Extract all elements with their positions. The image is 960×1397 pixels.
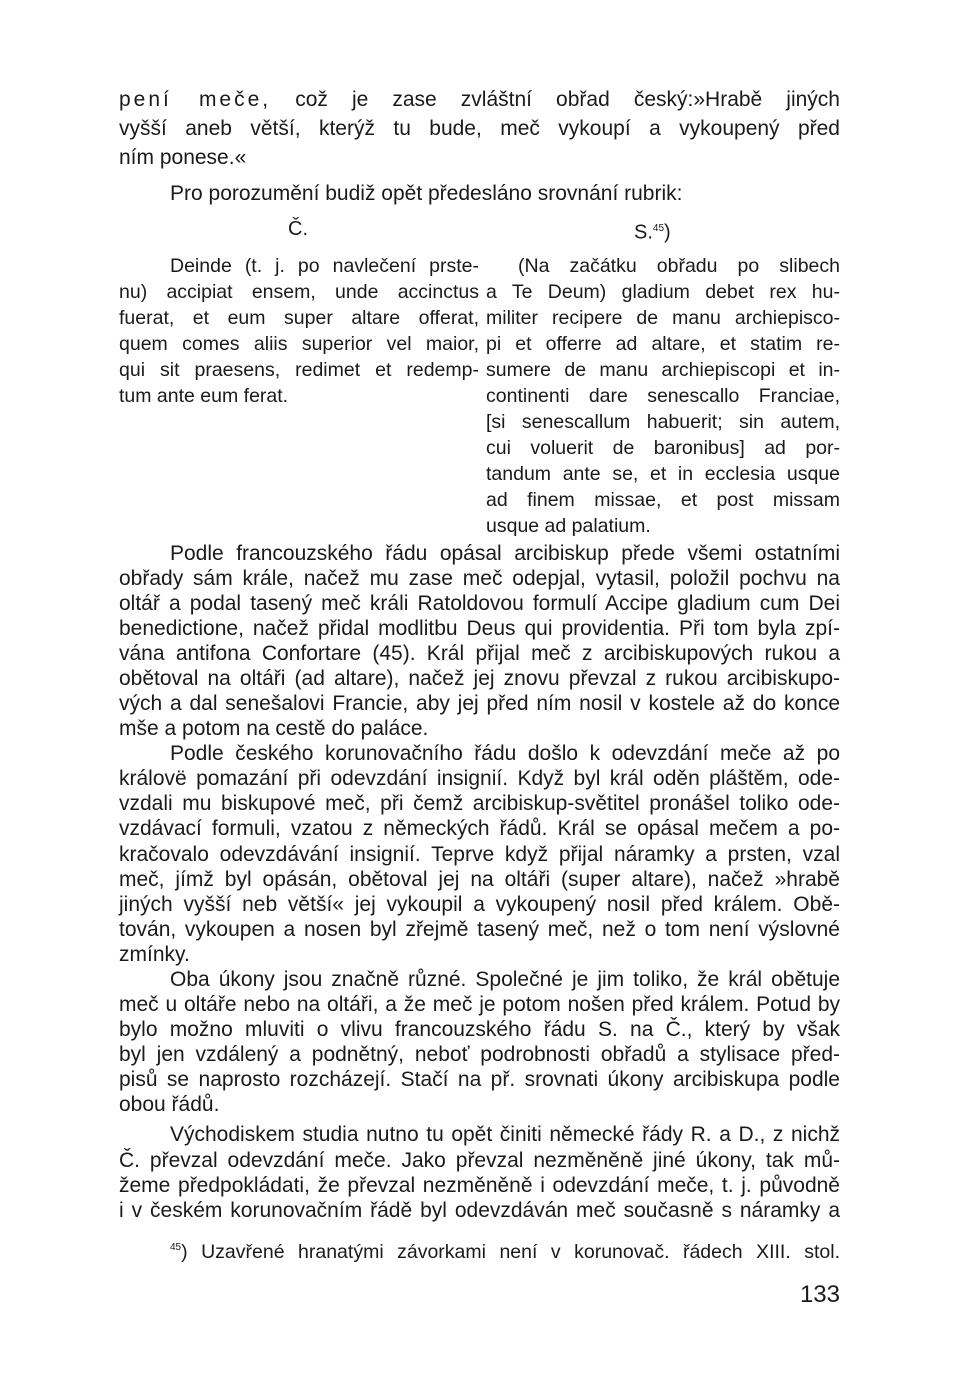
body-line: Podle francouzského řádu opásal arcibiskup přede všemi ostatními bbox=[170, 542, 840, 565]
body-line: pisů se naprosto rozcházejí. Stačí na př. srovnati úkony arcibiskupa podle bbox=[119, 1068, 840, 1091]
body-line: vána antifona Confortare (45). Král přijal meč z arcibiskupových rukou a bbox=[119, 642, 840, 665]
footnote bbox=[170, 1235, 840, 1265]
right-column-line: tandum ante se, et in ecclesia usque bbox=[486, 463, 840, 485]
body-line: kračovalo odevzdávání insignií. Teprve když přijal náramky a prsten, vzal bbox=[119, 843, 840, 866]
body-line: královë pomazání při odevzdání insignií. Když byl král oděn pláštěm, ode- bbox=[119, 767, 840, 790]
body-line: mše a potom na cestě do paláce. bbox=[119, 717, 429, 740]
body-line: Podle českého korunovačního řádu došlo k odevzdání meče až po bbox=[170, 742, 840, 765]
right-column-line: pi et offerre ad altare, et statim re- bbox=[486, 333, 840, 355]
column-heading-left: Č. bbox=[288, 218, 308, 240]
left-column-line: quem comes aliis superior vel maior, bbox=[119, 333, 479, 355]
column-heading-right: S.$^{45}$) bbox=[634, 221, 671, 244]
body-line: meč u oltáře nebo na oltáři, a že meč je potom nošen před králem. Potud by bbox=[119, 993, 840, 1016]
body-line: tován, vykoupen a nosen byl zřejmě tasený meč, než o tom není výslovné bbox=[119, 918, 840, 941]
body-line: meč, jímž byl opásán, obětoval jej na oltáři (super altare), načež »hrabě bbox=[119, 868, 840, 891]
intro-line-1: pení meče, což je zase zvláštní obřad český:»Hrabě jiných bbox=[119, 88, 840, 111]
body-line: byl jen vzdálený a podnětný, neboť podrobnosti obřadů a stylisace před- bbox=[119, 1043, 840, 1066]
body-line: i v českém korunovačním řádě byl odevzdáván meč současně s náramky a bbox=[119, 1199, 840, 1222]
right-column-line: cui voluerit de baronibus] ad por- bbox=[486, 437, 840, 459]
page-number: 133 bbox=[799, 1281, 840, 1308]
body-line: Východiskem studia nutno tu opět činiti německé řády R. a D., z nichž bbox=[170, 1123, 840, 1146]
right-column-line: ad finem missae, et post missam bbox=[486, 489, 840, 511]
intro-line-4: Pro porozumění budiž opět předesláno srovnání rubrik: bbox=[170, 182, 683, 205]
body-line: jiných vyšší neb větší« jej vykoupil a vykoupený nosil před králem. Obě- bbox=[119, 893, 840, 916]
right-column-line: usque ad palatium. bbox=[486, 515, 651, 537]
body-line: zmínky. bbox=[119, 943, 190, 966]
left-column-line: fuerat, et eum super altare offerat, bbox=[119, 307, 479, 329]
right-column-line: continenti dare senescallo Franciae, bbox=[486, 385, 840, 407]
right-column-line: [si senescallum habuerit; sin autem, bbox=[486, 411, 840, 433]
body-line: benedictione, načež přidal modlitbu Deus qui providentia. Při tom byla zpí- bbox=[119, 617, 840, 640]
body-line: vzdávací formuli, vzatou z německých řádů. Král se opásal mečem a po- bbox=[119, 817, 840, 840]
body-line: Č. převzal odevzdání meče. Jako převzal nezměněně jiné úkony, tak mů- bbox=[119, 1149, 840, 1172]
intro-line-3: ním ponese.« bbox=[119, 146, 247, 169]
body-line: Oba úkony jsou značně různé. Společné je jim toliko, že král obětuje bbox=[170, 968, 840, 991]
left-column-line: Deinde (t. j. po navlečení prste- bbox=[170, 255, 479, 277]
right-column-line: militer recipere de manu archiepisco- bbox=[486, 307, 840, 329]
right-column-line: a Te Deum) gladium debet rex hu- bbox=[486, 281, 840, 303]
body-line: obětoval na oltáři (ad altare), načež jej znovu převzal z rukou arcibiskupo- bbox=[119, 667, 840, 690]
left-column-line: tum ante eum ferat. bbox=[119, 385, 289, 407]
left-column-line: nu) accipiat ensem, unde accinctus bbox=[119, 281, 479, 303]
body-line: obou řádů. bbox=[119, 1093, 220, 1116]
right-column-line: sumere de manu archiepiscopi et in- bbox=[486, 359, 840, 381]
body-line: bylo možno mluviti o vlivu francouzského řádu S. na Č., který by však bbox=[119, 1018, 840, 1041]
footnote-mark: 45 bbox=[170, 1242, 182, 1253]
body-line: žeme předpokládati, že převzal nezměněně i odevzdání meče, t. j. původně bbox=[119, 1174, 840, 1197]
footnote-ref: 45 bbox=[652, 223, 665, 234]
left-column-line: qui sit praesens, redimet et redemp- bbox=[119, 359, 479, 381]
footnote-text: ) Uzavřené hranatými závorkami není v korunovač. řádech XIII. stol. bbox=[181, 1241, 840, 1263]
body-line: obřady sám krále, načež mu zase meč odepjal, vytasil, položil pochvu na bbox=[119, 567, 840, 590]
intro-line-2: vyšší aneb větší, kterýž tu bude, meč vykoupí a vykoupený před bbox=[119, 117, 840, 140]
body-line: vzdali mu biskupové meč, při čemž arcibiskup-světitel pronášel toliko ode- bbox=[119, 792, 840, 815]
right-column-line: (Na začátku obřadu po slibech bbox=[518, 255, 840, 277]
body-line: oltář a podal tasený meč králi Ratoldovou formulí Accipe gladium cum Dei bbox=[119, 592, 840, 615]
body-line: vých a dal senešalovi Francie, aby jej před ním nosil v kostele až do konce bbox=[119, 692, 840, 715]
emphasized-term: pení meče, bbox=[119, 88, 272, 111]
